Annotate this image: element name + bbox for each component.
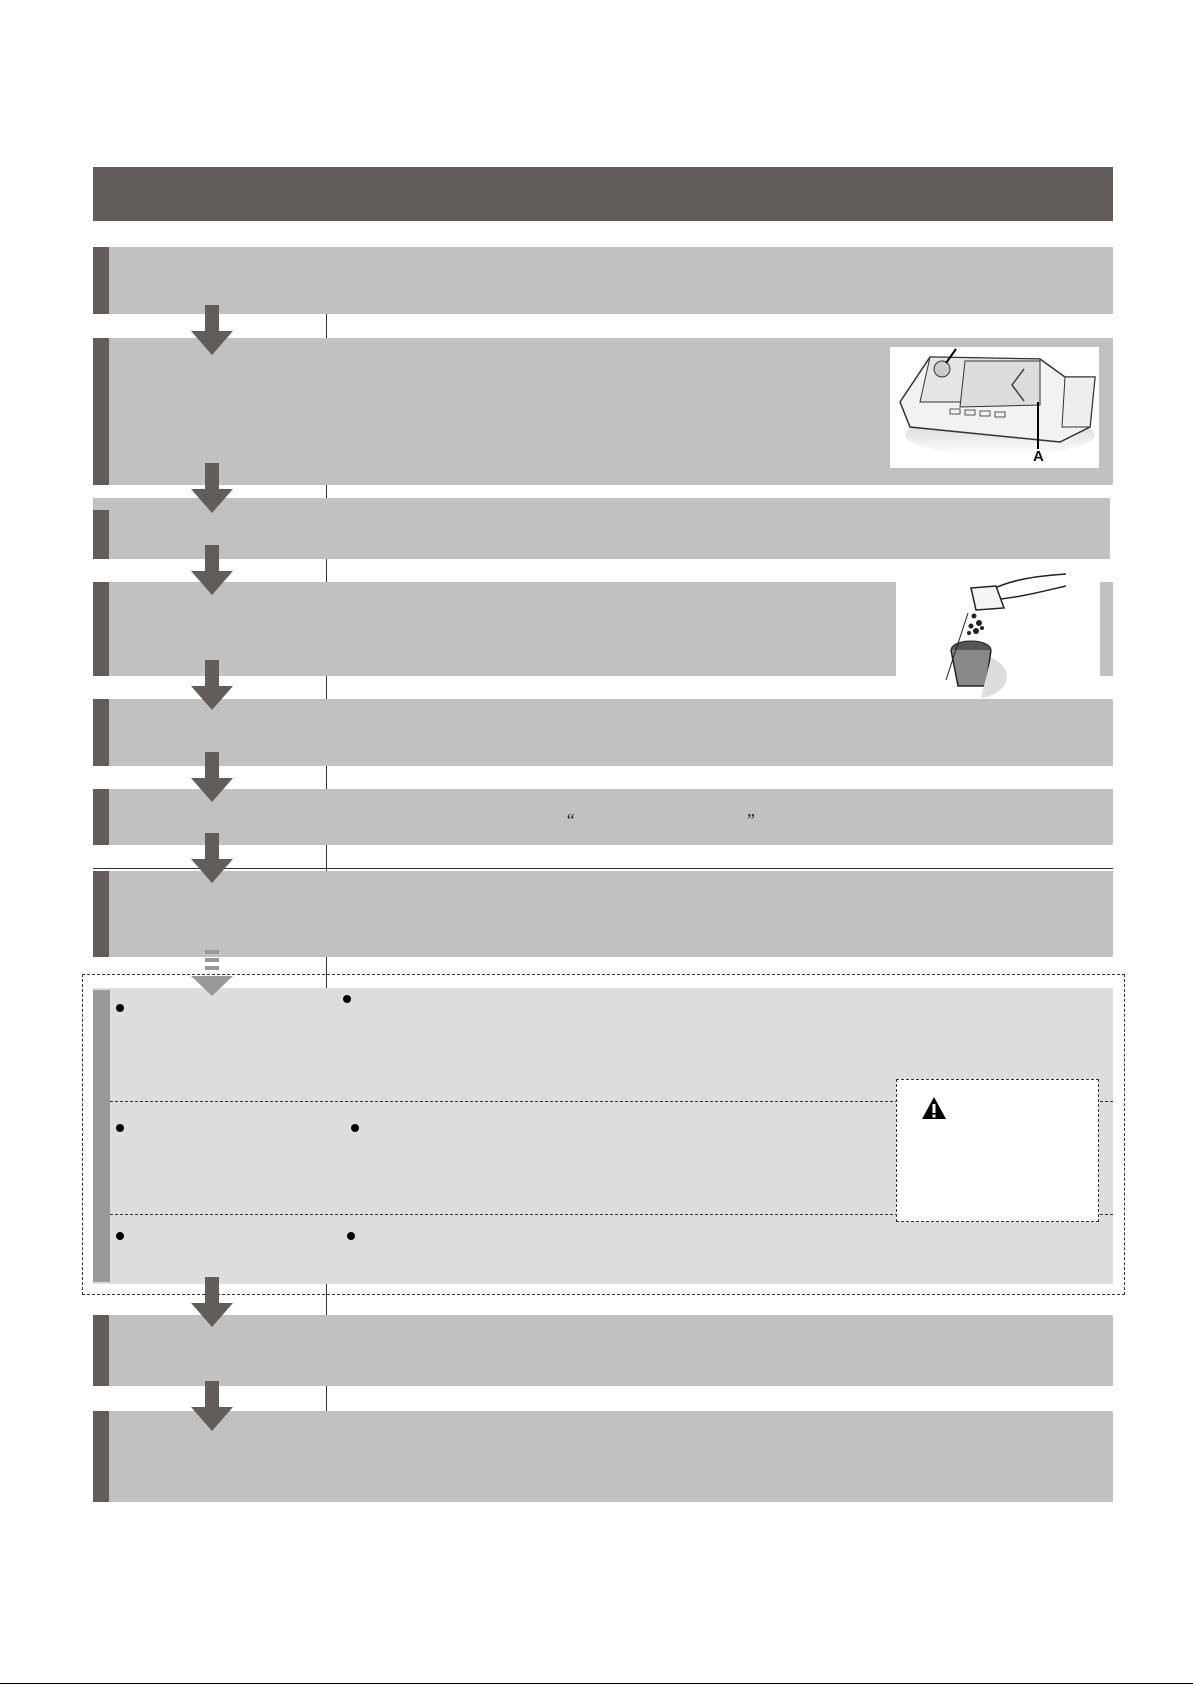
warning-triangle-icon <box>921 1096 947 1120</box>
dispenser-photo <box>890 347 1099 468</box>
step-1-row <box>93 247 1113 314</box>
down-arrow-icon <box>191 545 233 595</box>
detergent-dispenser-illustration <box>890 347 1099 468</box>
step-7-row <box>93 871 1113 957</box>
step-tab <box>93 871 109 957</box>
step-3-row <box>93 498 1110 559</box>
step-tab <box>93 510 109 559</box>
step-6-row <box>93 789 1113 845</box>
bullet-icon <box>116 1124 124 1132</box>
page-bottom-rule <box>0 1683 1193 1684</box>
step-tab <box>93 699 109 766</box>
filter-photo <box>896 568 1100 708</box>
down-arrow-icon <box>191 660 233 710</box>
step-tab <box>93 789 109 845</box>
step-tab <box>93 1315 109 1386</box>
step-tab <box>93 582 109 676</box>
down-arrow-icon <box>191 752 233 802</box>
step-tab <box>93 247 109 314</box>
step-6-underline <box>93 868 1113 869</box>
step-tab <box>93 1411 109 1502</box>
down-arrow-icon <box>191 833 233 883</box>
dispenser-label-a: A <box>1033 448 1044 465</box>
section-header-bar <box>93 167 1113 221</box>
dashed-down-arrow-icon <box>191 950 233 1000</box>
step-10-row <box>93 1411 1113 1502</box>
down-arrow-icon <box>191 305 233 355</box>
quote-open: “ <box>565 810 576 830</box>
step-tab <box>93 338 109 485</box>
salt-pouring-illustration <box>896 568 1100 708</box>
bullet-icon <box>116 1004 124 1012</box>
down-arrow-icon <box>191 1277 233 1327</box>
step-9-row <box>93 1315 1113 1386</box>
down-arrow-icon <box>191 1381 233 1431</box>
down-arrow-icon <box>191 463 233 513</box>
bullet-icon <box>347 1232 355 1240</box>
bullet-icon <box>343 995 351 1003</box>
step-5-row <box>93 699 1113 766</box>
bullet-icon <box>351 1124 359 1132</box>
quote-close: ” <box>745 810 756 830</box>
bullet-icon <box>116 1232 124 1240</box>
warning-box <box>896 1079 1099 1222</box>
